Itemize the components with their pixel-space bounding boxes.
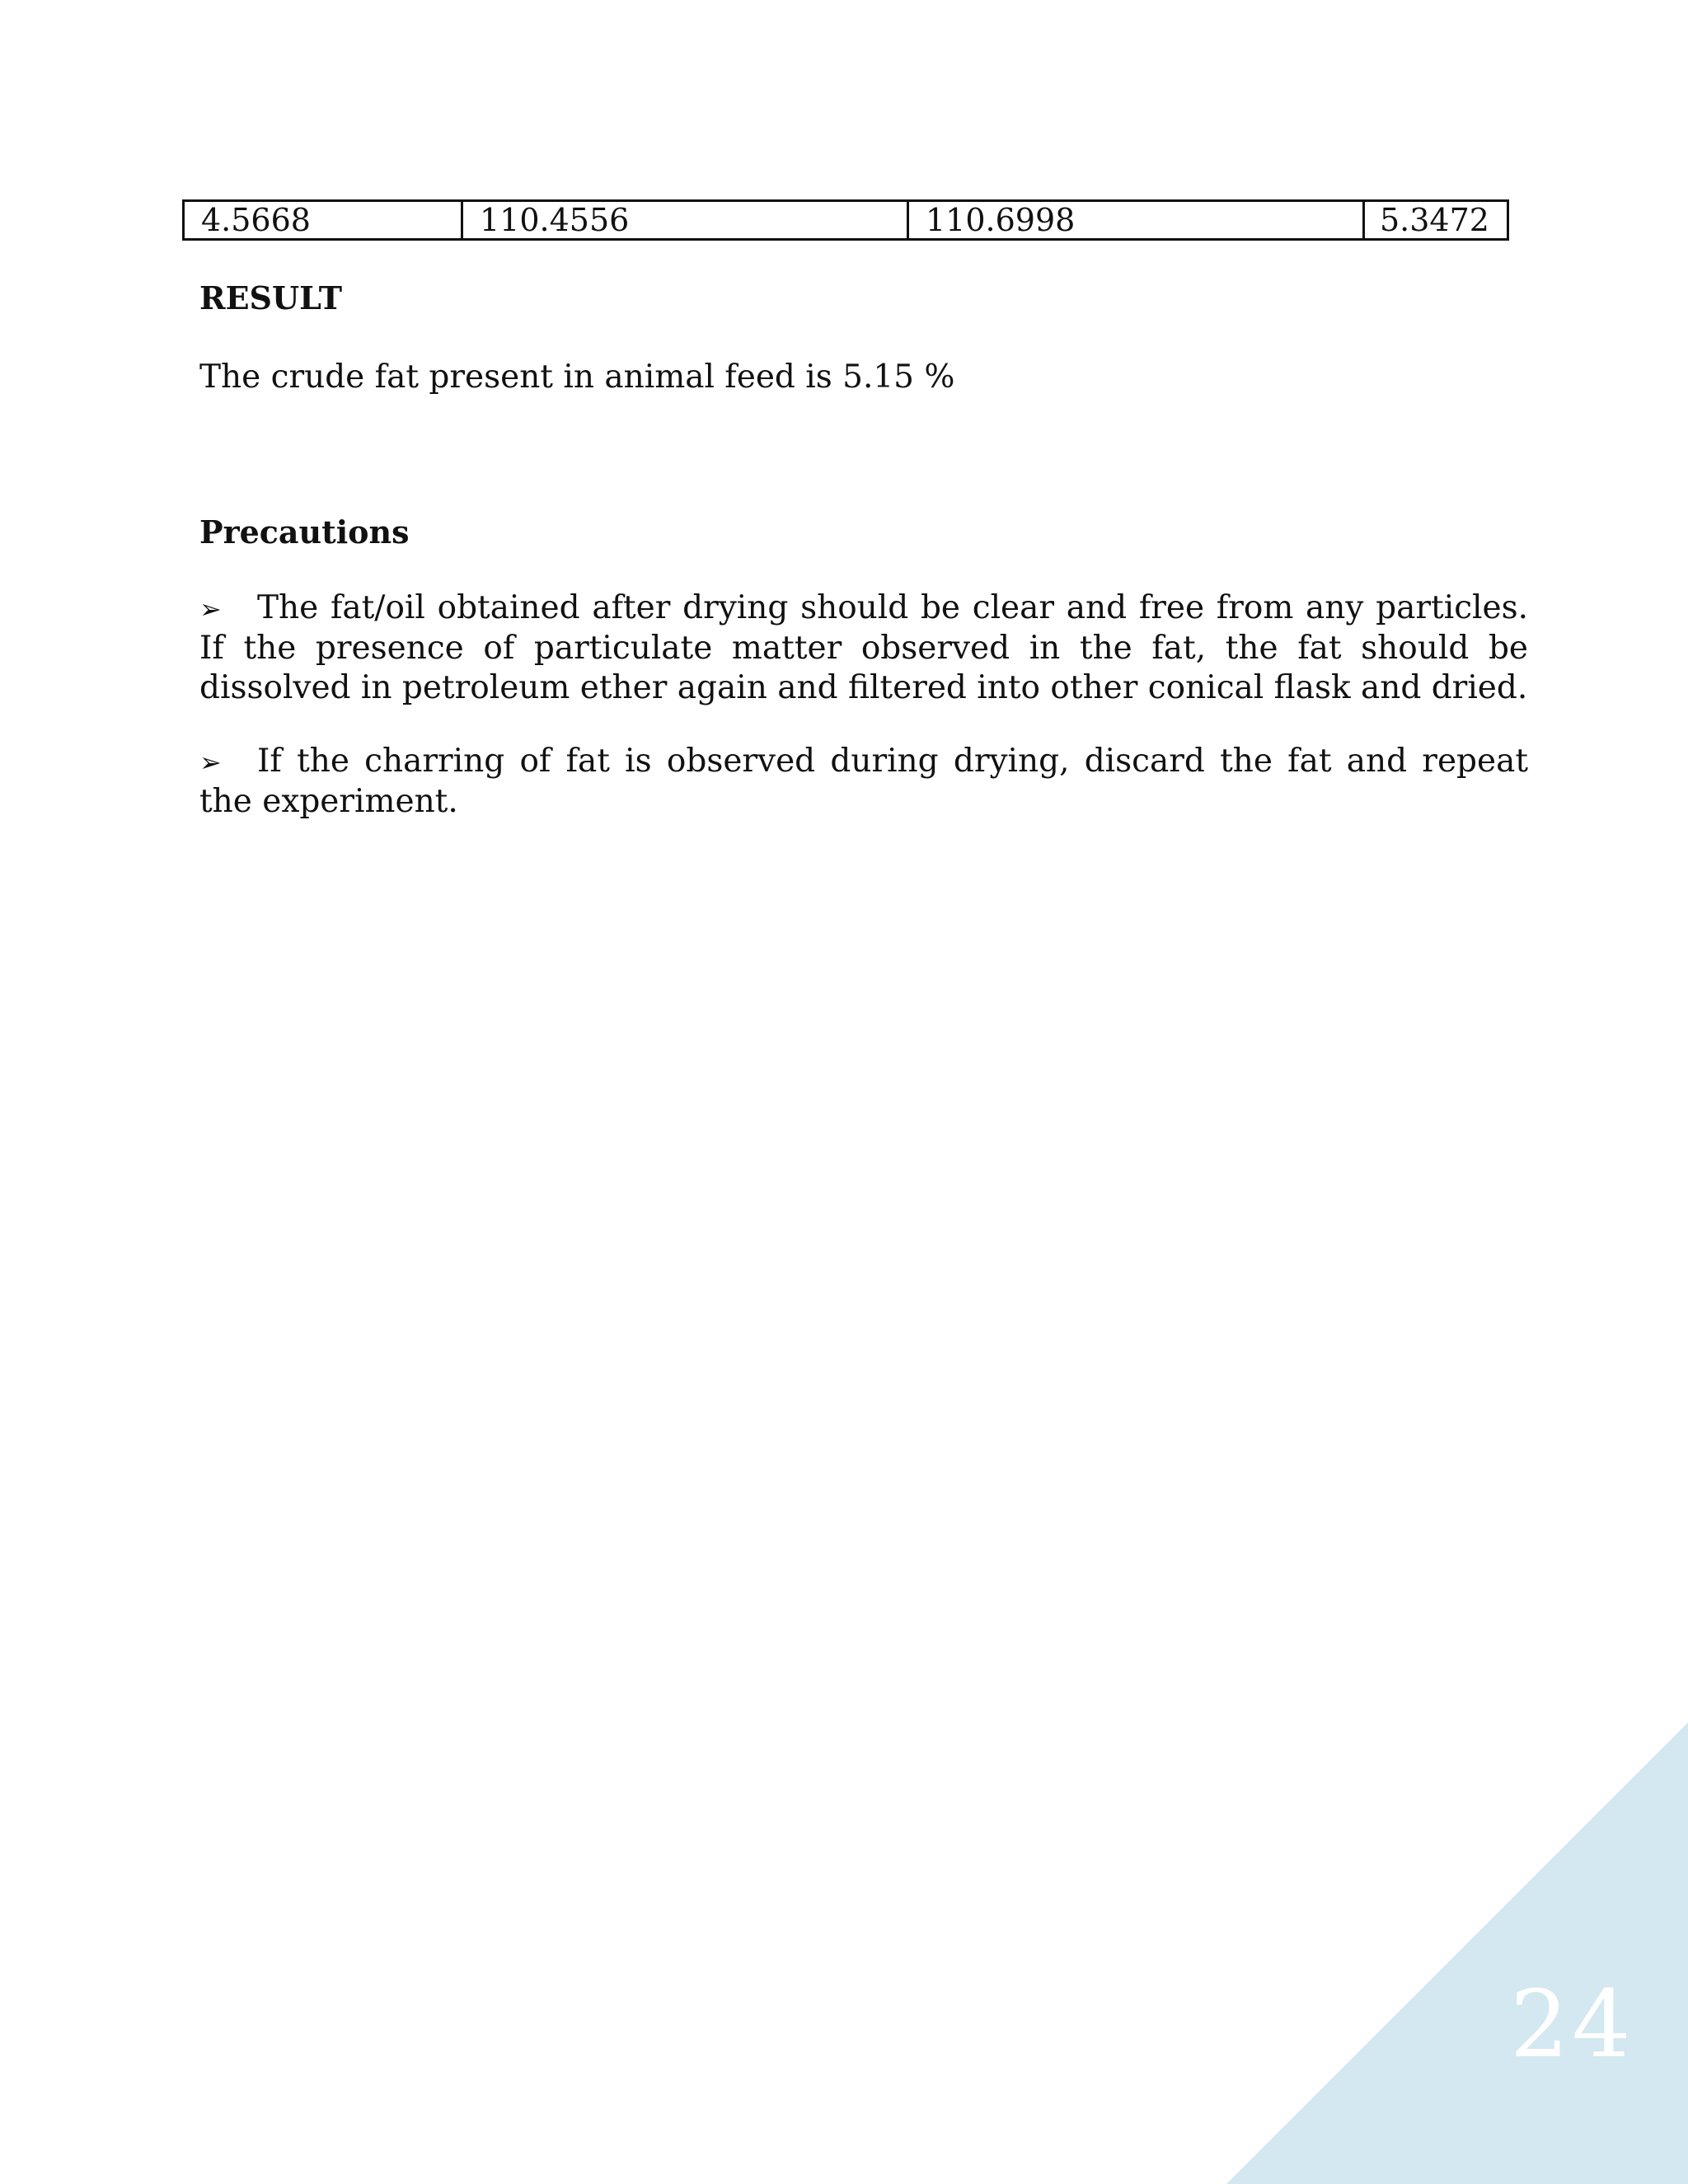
precaution-text: If the charring of fat is observed during drying, discard the fat and repeat the experiment. (199, 743, 1528, 820)
precaution-item (199, 588, 1528, 708)
data-table (182, 199, 1509, 241)
precaution-item (199, 742, 1528, 822)
corner-triangle-decoration (1226, 1722, 1688, 2184)
arrowhead-bullet-icon: ➢ (199, 593, 222, 625)
table-cell: 110.6998 (908, 201, 1364, 240)
precaution-text: The fat/oil obtained after drying should be clear and free from any particles. If the presence of particulate matter observed in the fat, the fat should be dissolved in petroleum ether again and filtered into other conical flask and dried. (199, 589, 1528, 706)
corner-triangle (1226, 1722, 1688, 2184)
arrowhead-bullet-icon: ➢ (199, 747, 222, 778)
page-number: 24 (1510, 1971, 1634, 2079)
table-cell: 110.4556 (462, 201, 908, 240)
precautions-heading: Precautions (199, 513, 410, 551)
result-text: The crude fat present in animal feed is 5.15 % (199, 359, 955, 396)
table-cell: 4.5668 (184, 201, 462, 240)
result-heading: RESULT (199, 279, 343, 316)
table-cell: 5.3472 (1364, 201, 1508, 240)
table-row (184, 201, 1508, 240)
